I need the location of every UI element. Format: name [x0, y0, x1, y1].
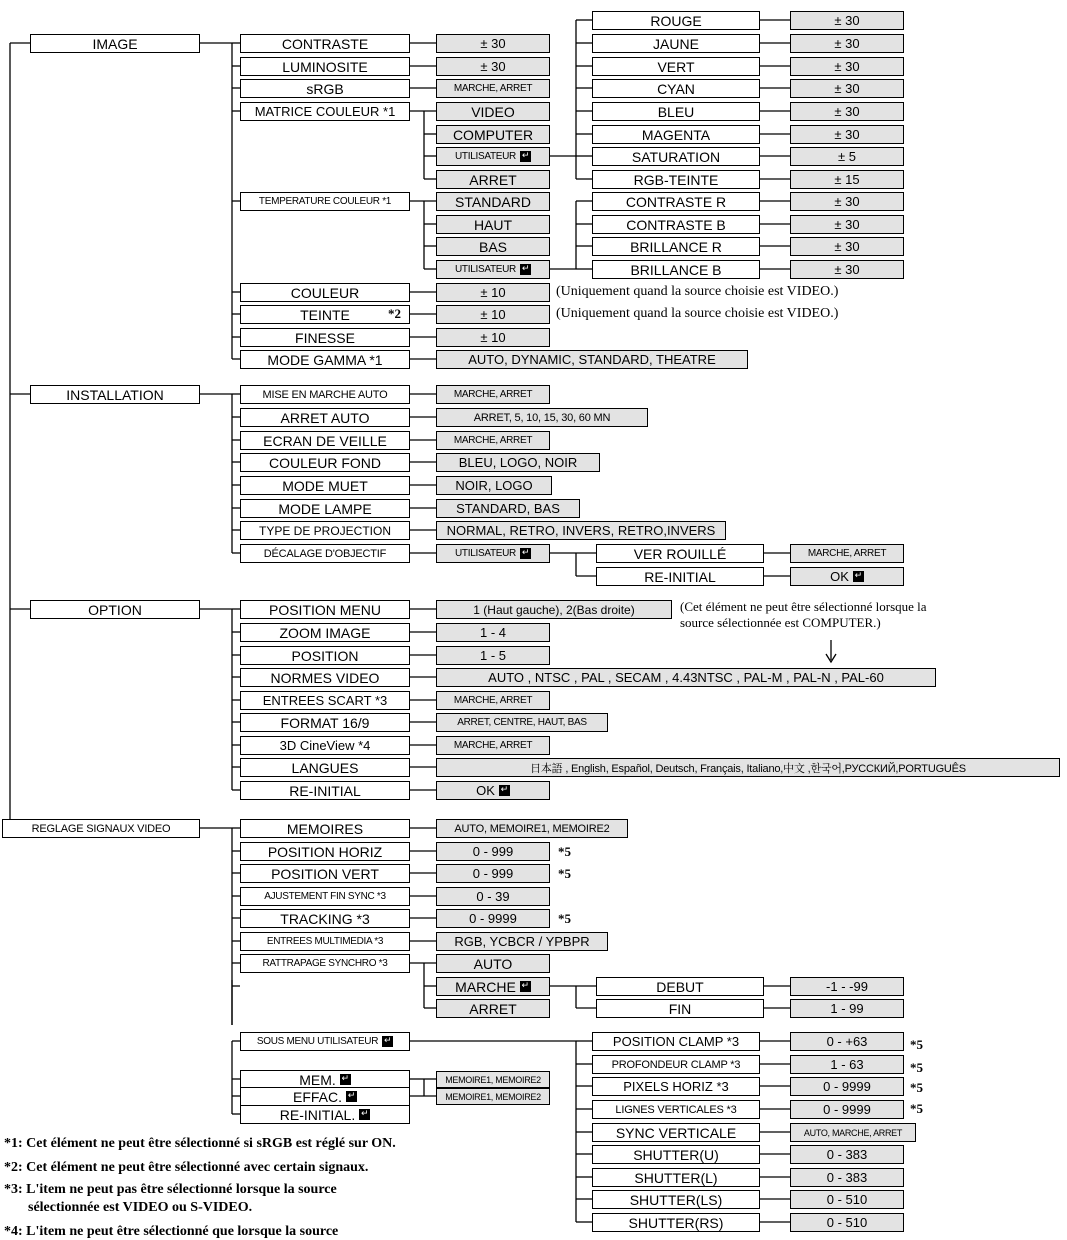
opt-decalage-utilisateur[interactable] [436, 544, 550, 563]
temp-brillance-r-value: ± 30 [790, 237, 904, 256]
user-sync-verticale-value: AUTO, MARCHE, ARRET [790, 1123, 916, 1142]
value-type-de-projection: NORMAL, RETRO, INVERS, RETRO,INVERS [436, 521, 726, 540]
user-shutter-u[interactable]: SHUTTER(U) [592, 1145, 760, 1164]
temp-brillance-b[interactable]: BRILLANCE B [592, 260, 760, 279]
value-mise-en-marche-auto: MARCHE, ARRET [436, 385, 550, 404]
note-option-computer-1: (Cet élément ne peut être sélectionné lorsque la [680, 599, 927, 614]
opt-sync-arret[interactable]: ARRET [436, 999, 550, 1018]
opt-temp-utilisateur-label: UTILISATEUR [455, 264, 516, 275]
value-entrees-multimedia: RGB, YCBCR / YPBPR [436, 932, 608, 951]
opt-matrice-arret[interactable]: ARRET [436, 170, 550, 189]
item-finesse[interactable]: FINESSE [240, 328, 410, 347]
temp-contraste-b[interactable]: CONTRASTE B [592, 215, 760, 234]
item-mode-gamma[interactable]: MODE GAMMA *1 [240, 350, 410, 369]
option-ok-label: OK [476, 783, 495, 798]
opt-temp-haut[interactable]: HAUT [436, 215, 550, 234]
mark-lignes-verticales: *5 [910, 1101, 923, 1116]
item-normes-video[interactable]: NORMES VIDEO [240, 668, 410, 687]
item-luminosite[interactable]: LUMINOSITE [240, 57, 410, 76]
value-entrees-scart: MARCHE, ARRET [436, 691, 550, 710]
value-position-menu: 1 (Haut gauche), 2(Bas droite) [436, 600, 672, 619]
user-color-bleu[interactable]: BLEU [592, 102, 760, 121]
footnote-4: *4: L'item ne peut être sélectionné que lorsque la source [4, 1224, 339, 1239]
note-option-computer-2: source sélectionnée est COMPUTER.) [680, 615, 881, 630]
opt-temp-bas[interactable]: BAS [436, 237, 550, 256]
user-shutter-ls[interactable]: SHUTTER(LS) [592, 1190, 760, 1209]
sync-fin[interactable]: FIN [596, 999, 764, 1018]
temp-contraste-b-value: ± 30 [790, 215, 904, 234]
enter-icon: ↵ [521, 264, 530, 274]
note-teinte-video: (Uniquement quand la source choisie est VIDEO.) [556, 306, 839, 321]
user-sync-verticale[interactable]: SYNC VERTICALE [592, 1123, 760, 1142]
enter-icon: ↵ [384, 1036, 392, 1046]
sync-debut-value: -1 - -99 [790, 977, 904, 996]
user-shutter-rs-value: 0 - 510 [790, 1213, 904, 1232]
item-effac[interactable] [240, 1087, 410, 1106]
user-lignes-verticales-value: 0 - 9999 [790, 1100, 904, 1119]
value-mode-muet: NOIR, LOGO [436, 476, 552, 495]
enter-icon: ↵ [341, 1074, 350, 1084]
value-tracking: 0 - 9999 [436, 909, 550, 928]
enter-icon: ↵ [521, 151, 530, 161]
mark-pixels-horiz: *5 [910, 1080, 923, 1095]
temp-brillance-r[interactable]: BRILLANCE R [592, 237, 760, 256]
value-effac: MEMOIRE1, MEMOIRE2 [436, 1088, 550, 1105]
opt-sync-marche[interactable] [436, 977, 550, 996]
opt-sync-auto[interactable]: AUTO [436, 954, 550, 973]
value-mode-gamma: AUTO, DYNAMIC, STANDARD, THEATRE [436, 350, 748, 369]
mark-tracking: *5 [558, 911, 571, 926]
menu-image[interactable]: IMAGE [30, 34, 200, 53]
item-position[interactable]: POSITION [240, 646, 410, 665]
user-color-rgb-teinte[interactable]: RGB-TEINTE [592, 170, 760, 189]
item-position-vert[interactable]: POSITION VERT [240, 864, 410, 883]
value-mode-lampe: STANDARD, BAS [436, 499, 580, 518]
mark-profondeur-clamp: *5 [910, 1060, 923, 1075]
item-mode-muet[interactable]: MODE MUET [240, 476, 410, 495]
item-matrice-couleur[interactable]: MATRICE COULEUR *1 [240, 102, 410, 121]
item-arret-auto[interactable]: ARRET AUTO [240, 408, 410, 427]
mark-position-horiz: *5 [558, 844, 571, 859]
opt-matrice-utilisateur-label: UTILISATEUR [455, 151, 516, 162]
lens-ver-rouille-value: MARCHE, ARRET [790, 544, 904, 563]
enter-icon: ↵ [521, 981, 530, 991]
item-entrees-multimedia[interactable]: ENTREES MULTIMEDIA *3 [240, 932, 410, 951]
lens-re-initial[interactable]: RE-INITIAL [596, 567, 764, 586]
value-position-horiz: 0 - 999 [436, 842, 550, 861]
footnote-1: *1: Cet élément ne peut être sélectionné si sRGB est réglé sur ON. [4, 1136, 396, 1151]
value-position: 1 - 5 [436, 646, 550, 665]
value-normes-video: AUTO , NTSC , PAL , SECAM , 4.43NTSC , PAL-M , PAL-N , PAL-60 [436, 668, 936, 687]
lens-ver-rouille[interactable]: VER ROUILLÉ [596, 544, 764, 563]
user-shutter-ls-value: 0 - 510 [790, 1190, 904, 1209]
item-sous-menu-utilisateur[interactable] [240, 1032, 410, 1051]
opt-matrice-video[interactable]: VIDEO [436, 102, 550, 121]
value-3d-cineview: MARCHE, ARRET [436, 736, 550, 755]
value-langues: 日本語 , English, Español, Deutsch, Français, Italiano,中文 ,한국어,РУССКИЙ,PORTUGUÊS [436, 758, 1060, 777]
lens-re-initial-value[interactable] [790, 567, 904, 586]
item-couleur-fond[interactable]: COULEUR FOND [240, 453, 410, 472]
opt-temp-utilisateur[interactable] [436, 260, 550, 279]
value-format-16-9: ARRET, CENTRE, HAUT, BAS [436, 713, 608, 732]
mem-label: MEM. [299, 1071, 336, 1088]
user-lignes-verticales[interactable]: LIGNES VERTICALES *3 [592, 1100, 760, 1119]
item-langues[interactable]: LANGUES [240, 758, 410, 777]
value-memoires: AUTO, MEMOIRE1, MEMOIRE2 [436, 819, 628, 838]
user-color-bleu-value: ± 30 [790, 102, 904, 121]
user-position-clamp[interactable]: POSITION CLAMP *3 [592, 1032, 760, 1051]
mark-position-clamp: *5 [910, 1037, 923, 1052]
user-color-jaune[interactable]: JAUNE [592, 34, 760, 53]
user-pixels-horiz-value: 0 - 9999 [790, 1077, 904, 1096]
user-profondeur-clamp-value: 1 - 63 [790, 1055, 904, 1074]
menu-reglage-signaux-video[interactable]: REGLAGE SIGNAUX VIDEO [2, 819, 200, 838]
mark-position-vert: *5 [558, 866, 571, 881]
item-position-menu[interactable]: POSITION MENU [240, 600, 410, 619]
item-ajustement-fin-sync[interactable]: AJUSTEMENT FIN SYNC *3 [240, 887, 410, 906]
item-srgb[interactable]: sRGB [240, 79, 410, 98]
value-srgb: MARCHE, ARRET [436, 79, 550, 98]
item-contraste[interactable]: CONTRASTE [240, 34, 410, 53]
value-arret-auto: ARRET, 5, 10, 15, 30, 60 MN [436, 408, 648, 427]
lens-ok-label: OK [830, 569, 849, 584]
item-mise-en-marche-auto[interactable]: MISE EN MARCHE AUTO [240, 385, 410, 404]
opt-matrice-utilisateur[interactable] [436, 147, 550, 166]
temp-brillance-b-value: ± 30 [790, 260, 904, 279]
sync-fin-value: 1 - 99 [790, 999, 904, 1018]
value-zoom-image: 1 - 4 [436, 623, 550, 642]
user-position-clamp-value: 0 - +63 [790, 1032, 904, 1051]
user-color-rouge[interactable]: ROUGE [592, 11, 760, 30]
user-shutter-l[interactable]: SHUTTER(L) [592, 1168, 760, 1187]
user-color-rouge-value: ± 30 [790, 11, 904, 30]
user-shutter-l-value: 0 - 383 [790, 1168, 904, 1187]
enter-icon: ↵ [360, 1109, 369, 1119]
menu-installation[interactable]: INSTALLATION [30, 385, 200, 404]
menu-option[interactable]: OPTION [30, 600, 200, 619]
item-type-de-projection[interactable]: TYPE DE PROJECTION [240, 521, 410, 540]
item-entrees-scart[interactable]: ENTREES SCART *3 [240, 691, 410, 710]
value-couleur-fond: BLEU, LOGO, NOIR [436, 453, 600, 472]
user-color-vert-value: ± 30 [790, 57, 904, 76]
item-3d-cineview[interactable]: 3D CineView *4 [240, 736, 410, 755]
item-re-initial-signal[interactable] [240, 1105, 410, 1124]
item-memoires[interactable]: MEMOIRES [240, 819, 410, 838]
user-color-cyan-value: ± 30 [790, 79, 904, 98]
sous-menu-label: SOUS MENU UTILISATEUR [256, 1036, 379, 1047]
enter-icon: ↵ [347, 1091, 356, 1101]
value-position-vert: 0 - 999 [436, 864, 550, 883]
user-pixels-horiz[interactable]: PIXELS HORIZ *3 [592, 1077, 760, 1096]
item-rattrapage-synchro[interactable]: RATTRAPAGE SYNCHRO *3 [240, 954, 410, 973]
user-shutter-u-value: 0 - 383 [790, 1145, 904, 1164]
footnote-3: *3: L'item ne peut pas être sélectionné lorsque la source [4, 1182, 337, 1197]
user-color-cyan[interactable]: CYAN [592, 79, 760, 98]
temp-contraste-r-value: ± 30 [790, 192, 904, 211]
opt-sync-marche-label: MARCHE [455, 978, 516, 995]
note-couleur-video: (Uniquement quand la source choisie est VIDEO.) [556, 284, 839, 299]
value-ajustement-fin-sync: 0 - 39 [436, 887, 550, 906]
user-color-vert[interactable]: VERT [592, 57, 760, 76]
item-decalage-objectif[interactable]: DÉCALAGE D'OBJECTIF [240, 544, 410, 563]
user-color-saturation-value: ± 5 [790, 147, 904, 166]
value-contraste: ± 30 [436, 34, 550, 53]
item-format-16-9[interactable]: FORMAT 16/9 [240, 713, 410, 732]
opt-decalage-utilisateur-label: UTILISATEUR [455, 548, 516, 559]
user-shutter-rs[interactable]: SHUTTER(RS) [592, 1213, 760, 1232]
item-tracking[interactable]: TRACKING *3 [240, 909, 410, 928]
enter-icon: ↵ [521, 548, 530, 558]
value-teinte: ± 10 [436, 305, 550, 324]
item-temperature-couleur[interactable]: TEMPERATURE COULEUR *1 [240, 192, 410, 211]
value-ecran-de-veille: MARCHE, ARRET [436, 431, 550, 450]
user-color-saturation[interactable]: SATURATION [592, 147, 760, 166]
item-teinte[interactable]: TEINTE [240, 305, 410, 324]
item-couleur[interactable]: COULEUR [240, 283, 410, 302]
mark-teinte: *2 [388, 306, 401, 321]
value-finesse: ± 10 [436, 328, 550, 347]
item-zoom-image[interactable]: ZOOM IMAGE [240, 623, 410, 642]
enter-icon: ↵ [500, 785, 509, 795]
enter-icon: ↵ [854, 571, 863, 581]
value-option-re-initial[interactable] [436, 781, 550, 800]
user-color-jaune-value: ± 30 [790, 34, 904, 53]
value-luminosite: ± 30 [436, 57, 550, 76]
user-profondeur-clamp[interactable]: PROFONDEUR CLAMP *3 [592, 1055, 760, 1074]
user-color-rgb-teinte-value: ± 15 [790, 170, 904, 189]
item-ecran-de-veille[interactable]: ECRAN DE VEILLE [240, 431, 410, 450]
item-option-re-initial[interactable]: RE-INITIAL [240, 781, 410, 800]
re-initial-label: RE-INITIAL. [279, 1106, 356, 1123]
value-couleur: ± 10 [436, 283, 550, 302]
item-mode-lampe[interactable]: MODE LAMPE [240, 499, 410, 518]
footnote-3-cont: sélectionnée est VIDEO ou S-VIDEO. [28, 1200, 253, 1215]
value-mem: MEMOIRE1, MEMOIRE2 [436, 1071, 550, 1088]
item-position-horiz[interactable]: POSITION HORIZ [240, 842, 410, 861]
user-color-magenta-value: ± 30 [790, 125, 904, 144]
sync-debut[interactable]: DEBUT [596, 977, 764, 996]
effac-label: EFFAC. [292, 1088, 342, 1105]
user-color-magenta[interactable]: MAGENTA [592, 125, 760, 144]
footnote-2: *2: Cet élément ne peut être sélectionné avec certain signaux. [4, 1160, 369, 1175]
temp-contraste-r[interactable]: CONTRASTE R [592, 192, 760, 211]
opt-matrice-computer[interactable]: COMPUTER [436, 125, 550, 144]
opt-temp-standard[interactable]: STANDARD [436, 192, 550, 211]
